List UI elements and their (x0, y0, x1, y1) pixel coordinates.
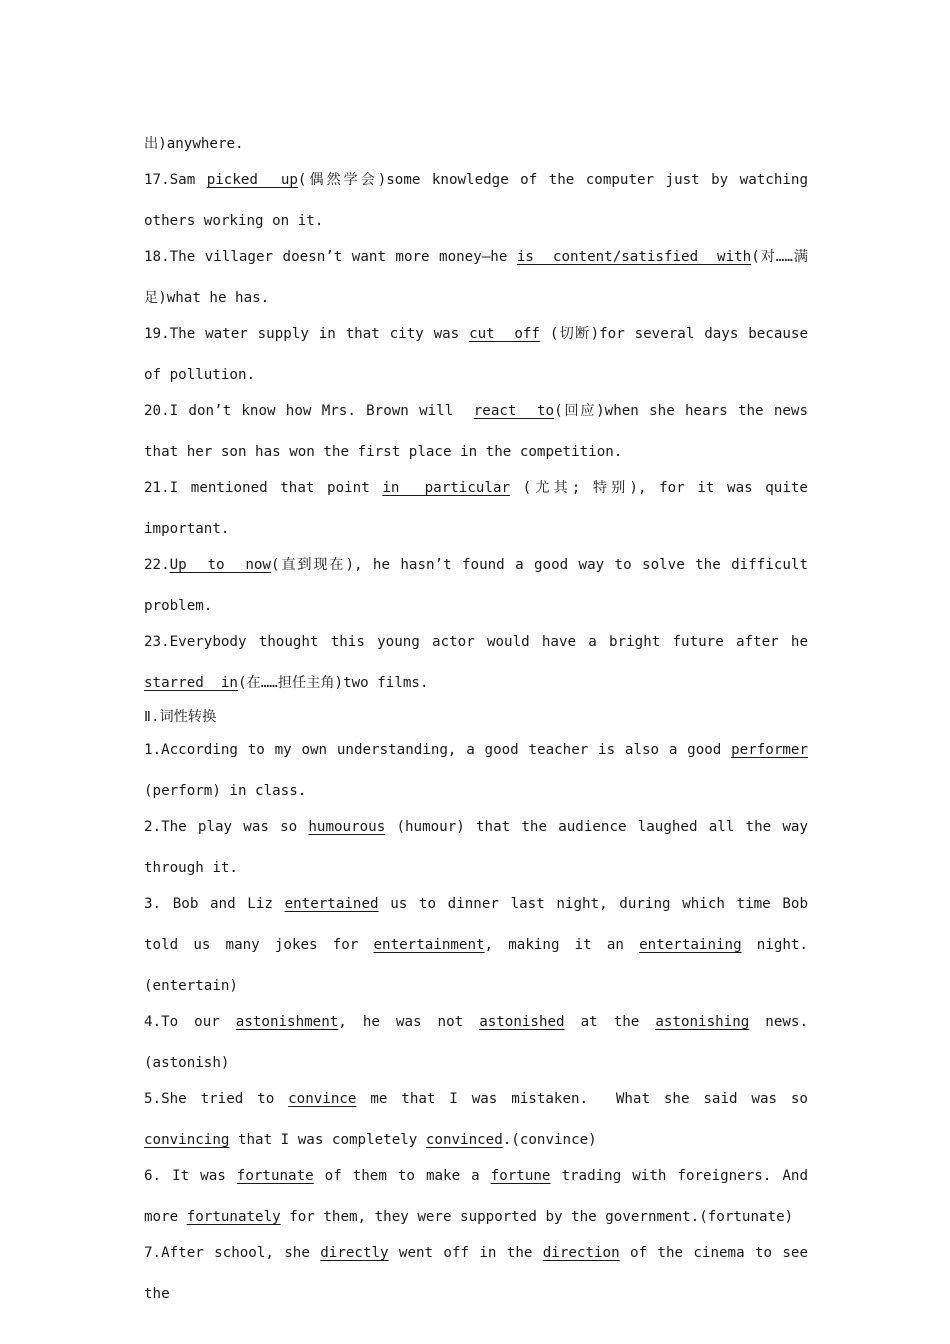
item-text: 5.She tried to (144, 1091, 289, 1107)
exercise-item (144, 314, 817, 396)
item-text: me that I was mistaken. What she said was so (356, 1091, 817, 1107)
answer-blank: react to (473, 403, 555, 419)
answer-blank: fortunately (186, 1209, 281, 1225)
answer-blank: performer (731, 742, 808, 758)
item-text: 3. Bob and Liz (144, 896, 285, 912)
item-text: news.(astonish) (144, 1014, 809, 1071)
answer-blank: entertaining (639, 937, 742, 953)
answer-blank: in particular (382, 480, 511, 496)
item-text: us to dinner last night, during which time Bob told us many jokes for (144, 896, 817, 953)
item-text: , he was not (338, 1014, 480, 1030)
item-text: (回应)when she hears the news that her son has won the first place in the competition. (144, 403, 817, 460)
item-text: 17.Sam (144, 172, 207, 188)
item-text: trading with foreigners. And more (144, 1168, 817, 1225)
answer-blank: starred in (144, 675, 238, 691)
answer-blank: entertained (284, 896, 379, 912)
answer-blank: picked up (206, 172, 298, 188)
item-text: 20.I don’t know how Mrs. Brown will (144, 403, 474, 419)
item-text: 1.According to my own understanding, a good teacher is also a good (144, 742, 732, 758)
exercise-item (144, 160, 817, 242)
item-text: 4.To our (144, 1014, 236, 1030)
item-text: of them to make a (313, 1168, 491, 1184)
item-text: (perform) in class. (144, 742, 817, 799)
exercise-item (144, 1079, 817, 1161)
answer-blank: entertainment (373, 937, 485, 953)
exercise-item (144, 124, 808, 165)
item-text: , making it an (484, 937, 640, 953)
answer-blank: astonished (479, 1014, 565, 1030)
item-text: (偶然学会)some knowledge of the computer just by watching others working on it. (144, 172, 817, 229)
item-text: for them, they were supported by the government.(fortunate) (280, 1209, 794, 1225)
item-text: (尤其; 特别), for it was quite important. (144, 480, 817, 537)
answer-blank: astonishing (655, 1014, 750, 1030)
answer-blank: convince (288, 1091, 357, 1107)
item-text: (对……满足)what he has. (144, 249, 809, 306)
exercise-item (144, 807, 817, 889)
item-text: 23.Everybody thought this young actor would have a bright future after he (144, 634, 817, 650)
item-text: 出)anywhere. (144, 136, 244, 152)
answer-blank: Up to now (169, 557, 271, 573)
item-text: went off in the (388, 1245, 543, 1261)
exercise-item (144, 1156, 817, 1238)
answer-blank: fortunate (236, 1168, 314, 1184)
exercise-item (144, 1233, 817, 1315)
item-text: Ⅱ.词性转换 (144, 709, 217, 725)
exercise-item (144, 391, 817, 473)
item-text: 21.I mentioned that point (144, 480, 383, 496)
answer-blank: is content/satisfied with (516, 249, 752, 265)
item-text: .(convince) (502, 1132, 597, 1148)
exercise-item (144, 468, 817, 550)
item-text: (切断)for several days because of pollution. (144, 326, 817, 383)
answer-blank: cut off (469, 326, 540, 342)
exercise-item (144, 1002, 808, 1084)
item-text: of the cinema to see the (144, 1245, 817, 1302)
item-text: 22. (144, 557, 170, 573)
answer-blank: direction (542, 1245, 620, 1261)
answer-blank: fortune (490, 1168, 551, 1184)
answer-blank: humourous (308, 819, 386, 835)
exercise-item (144, 622, 817, 704)
document-page (144, 124, 817, 1315)
item-text: (humour) that the audience laughed all the way through it. (144, 819, 817, 876)
exercise-item (144, 884, 817, 1007)
answer-blank: convinced (425, 1132, 503, 1148)
item-text: 7.After school, she (144, 1245, 321, 1261)
exercise-item (144, 730, 817, 812)
item-text: 18.The villager doesn’t want more money—he (144, 249, 517, 265)
answer-blank: astonishment (235, 1014, 339, 1030)
item-text: 6. It was (144, 1168, 237, 1184)
answer-blank: directly (320, 1245, 389, 1261)
exercise-item (144, 545, 817, 627)
item-text: night.(entertain) (144, 937, 809, 994)
item-text: (在……担任主角)two films. (237, 675, 429, 691)
exercise-item (144, 237, 808, 319)
item-text: (直到现在), he hasn’t found a good way to solve the difficult problem. (144, 557, 817, 614)
item-text: 2.The play was so (144, 819, 309, 835)
item-text: that I was completely (229, 1132, 426, 1148)
item-text: 19.The water supply in that city was (144, 326, 470, 342)
answer-blank: convincing (144, 1132, 230, 1148)
item-text: at the (564, 1014, 656, 1030)
